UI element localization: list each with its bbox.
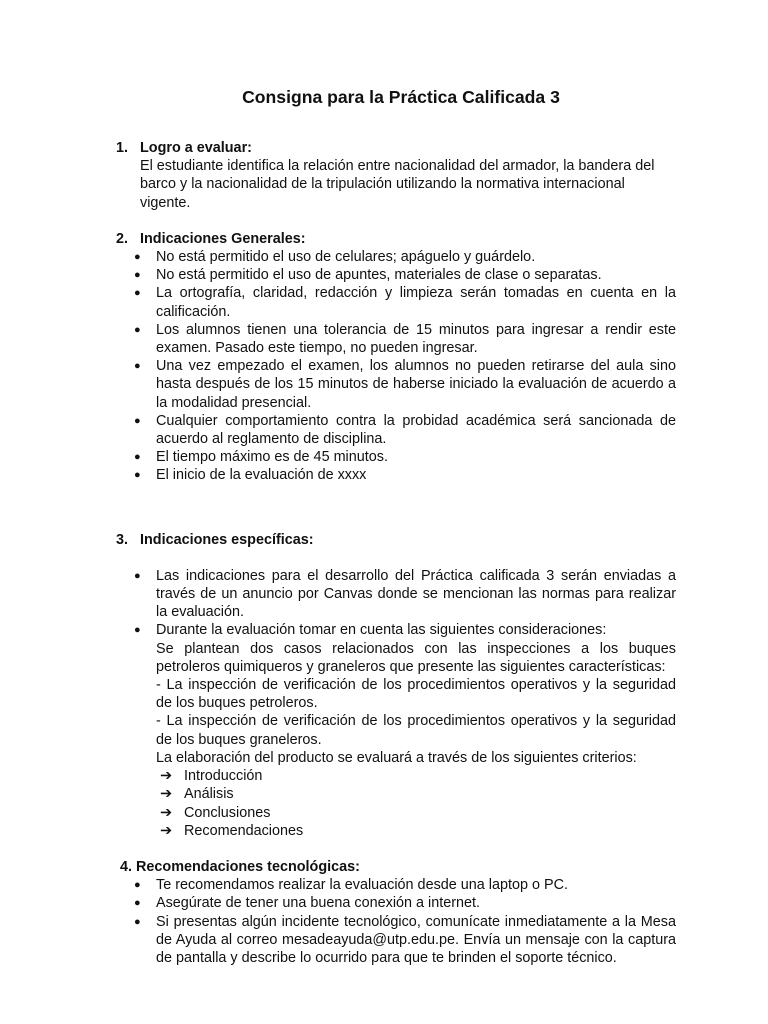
bullet-icon: ●	[134, 251, 141, 264]
list-item	[134, 621, 676, 839]
section-indicaciones-generales	[116, 230, 676, 485]
item-lead: Durante la evaluación tomar en cuenta las siguientes consideraciones:	[156, 622, 607, 639]
list-item: ● Asegúrate de tener una buena conexión a internet.	[134, 895, 481, 912]
bullet-icon: ●	[134, 360, 141, 373]
bullet-icon: ●	[134, 879, 141, 892]
section-title: 4. Recomendaciones tecnológicas:	[120, 858, 360, 875]
bullet-list	[116, 876, 676, 967]
list-item: ● Si presentas algún incidente tecnológico, comunícate inmediatamente a la Mesa de Ayuda al correo mesadeayuda@utp.edu.pe. Envía un mensaje con la captura de pantalla y describe lo ocurrido para que te brinden el soporte técnico.	[134, 913, 676, 966]
criteria-item: ➔ Conclusiones	[160, 804, 271, 821]
section-number: 2.	[116, 230, 129, 247]
arrow-right-icon: ➔	[160, 786, 173, 803]
list-item: ● Los alumnos tienen una tolerancia de 15 minutos para ingresar a rendir este examen. Pasado este tiempo, no pueden ingresar.	[134, 321, 676, 357]
section-recomendaciones	[116, 858, 676, 967]
bullet-icon: ●	[134, 269, 141, 282]
section-number: 1.	[116, 140, 129, 156]
section-indicaciones-especificas	[116, 531, 676, 840]
bullet-icon: ●	[134, 569, 141, 582]
bullet-icon: ●	[134, 915, 141, 928]
bullet-icon: ●	[134, 469, 141, 482]
arrow-right-icon: ➔	[160, 822, 173, 839]
bullet-list	[116, 567, 676, 840]
section-number: 3.	[116, 531, 129, 548]
item-paragraph: - La inspección de verificación de los procedimientos operativos y la seguridad de los buques graneleros.	[156, 713, 676, 748]
section-heading	[116, 531, 676, 549]
section-title: Logro a evaluar:	[140, 140, 252, 156]
bullet-icon: ●	[134, 323, 141, 336]
list-item: ● La ortografía, claridad, redacción y limpieza serán tomadas en cuenta en la calificación.	[134, 285, 676, 320]
section-logro	[116, 139, 676, 212]
list-item: ● Te recomendamos realizar la evaluación desde una laptop o PC.	[134, 877, 568, 894]
criteria-item: ➔ Introducción	[160, 768, 263, 785]
list-item: ● No está permitido el uso de apuntes, materiales de clase o separatas.	[134, 267, 602, 284]
bullet-icon: ●	[134, 287, 141, 300]
list-item: ● Una vez empezado el examen, los alumnos no pueden retirarse del aula sino hasta después de los 15 minutos de haberse iniciado la evaluación de acuerdo a la modalidad presencial.	[134, 358, 676, 411]
section-text: El estudiante identifica la relación entre nacionalidad del armador, la bandera del barco y la nacionalidad de la tripulación utilizando la normativa internacional vigente.	[140, 158, 655, 211]
list-item: ● El tiempo máximo es de 45 minutos.	[134, 449, 388, 466]
criteria-list	[156, 767, 676, 840]
section-heading	[116, 139, 676, 157]
arrow-right-icon: ➔	[160, 768, 173, 785]
bullet-icon: ●	[134, 897, 141, 910]
section-title: Indicaciones específicas:	[140, 531, 314, 548]
list-item: ● Cualquier comportamiento contra la probidad académica será sancionada de acuerdo al reglamento de disciplina.	[134, 412, 676, 448]
section-title: Indicaciones Generales:	[140, 230, 306, 247]
criteria-item: ➔ Recomendaciones	[160, 822, 304, 839]
list-item: ● El inicio de la evaluación de xxxx	[134, 467, 367, 484]
page-title: Consigna para la Práctica Calificada 3	[242, 87, 560, 107]
arrow-right-icon: ➔	[160, 804, 173, 821]
bullet-icon: ●	[134, 451, 141, 464]
criteria-item: ➔ Análisis	[160, 786, 234, 803]
list-item: ● Las indicaciones para el desarrollo del Práctica calificada 3 serán enviadas a través de un anuncio por Canvas donde se mencionan las normas para realizar la evaluación.	[134, 567, 676, 621]
item-paragraph: La elaboración del producto se evaluará a través de los siguientes criterios:	[156, 749, 637, 766]
item-paragraph: Se plantean dos casos relacionados con las inspecciones a los buques petroleros quimiqueros y graneleros que presente las siguientes características:	[156, 640, 676, 675]
item-paragraph: - La inspección de verificación de los procedimientos operativos y la seguridad de los buques petroleros.	[156, 677, 676, 712]
list-item: ● No está permitido el uso de celulares; apáguelo y guárdelo.	[134, 249, 536, 266]
section-heading	[116, 230, 676, 248]
bullet-icon: ●	[134, 624, 141, 637]
bullet-icon: ●	[134, 414, 141, 427]
bullet-list	[116, 248, 676, 485]
